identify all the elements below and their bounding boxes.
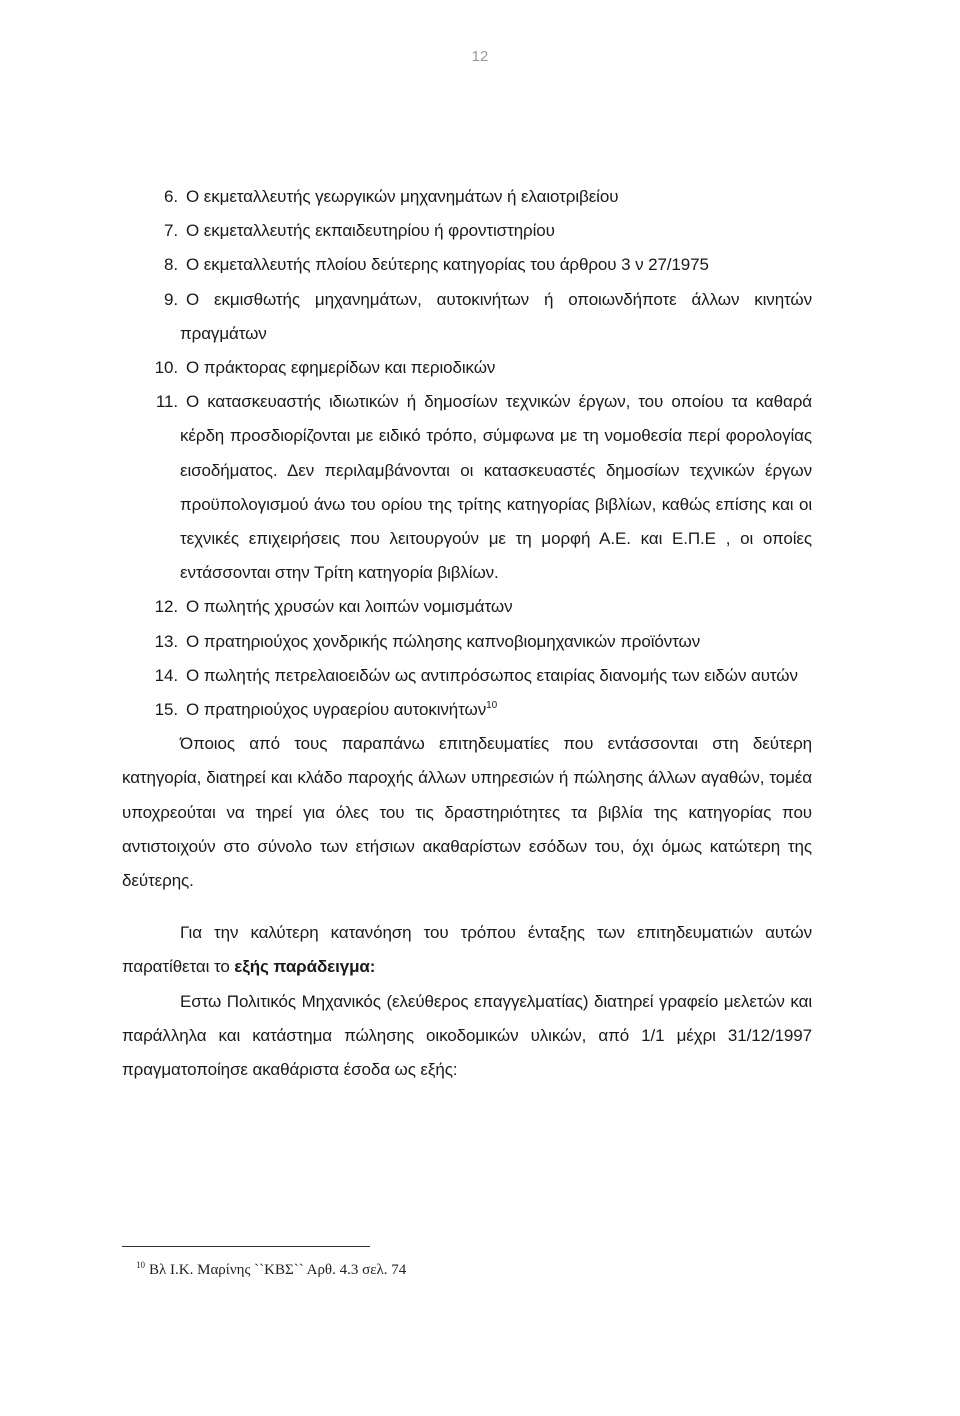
footnote: [136, 1262, 406, 1279]
document-body: [122, 180, 812, 1087]
list-item-text: Ο κατασκευαστής ιδιωτικών ή δημοσίων τεχνικών έργων, του οποίου τα καθαρά κέρδη προσδιορίζονται με ειδικό τρόπο, σύμφωνα με τη νομοθεσία περί φορολογίας εισοδήματος. Δεν περιλαμβάνονται οι κατασκευαστές δημοσίων τεχνικών έργων προϋπολογισμού άνω του ορίου της τρίτης κατηγορίας βιβλίων, καθώς επίσης και οι τεχνικές επιχειρήσεις που λειτουργούν με τη μορφή Α.Ε. και Ε.Π.Ε , οι οποίες εντάσσονται στην Τρίτη κατηγορία βιβλίων.: [180, 392, 812, 583]
list-item: [122, 351, 812, 385]
list-item: [122, 248, 812, 282]
list-item-text: Ο πρατηριούχος χονδρικής πώλησης καπνοβιομηχανικών προϊόντων: [186, 631, 701, 651]
list-item-text: Ο εκμεταλλευτής εκπαιδευτηρίου ή φροντιστηρίου: [186, 221, 555, 241]
list-item-number: 13.: [154, 631, 178, 651]
list-item: [122, 659, 812, 693]
list-item-number: 9.: [164, 289, 178, 309]
paragraph-example-intro-text: Για την καλύτερη κατανόηση του τρόπου ένταξης των επιτηδευματιών αυτών παρατίθεται το: [122, 923, 812, 977]
list-item: [122, 625, 812, 659]
list-item-number: 6.: [164, 187, 178, 206]
list-item-number: 11.: [155, 392, 178, 412]
list-item: [122, 693, 812, 727]
list-item: [122, 590, 812, 624]
list-item-number: 14.: [154, 665, 178, 685]
category-list: [122, 180, 812, 727]
footnote-reference: 10: [486, 700, 498, 712]
list-item-text: Ο πωλητής πετρελαιοειδών ως αντιπρόσωπος εταιρίας διανομής των ειδών αυτών: [186, 665, 798, 685]
footnote-marker: 10: [136, 1260, 145, 1270]
list-item-number: 15.: [154, 700, 178, 720]
footnote-text: Βλ Ι.Κ. Μαρίνης ``ΚΒΣ`` Αρθ. 4.3 σελ. 74: [149, 1262, 407, 1278]
paragraph-example: Εστω Πολιτικός Μηχανικός (ελεύθερος επαγγελματίας) διατηρεί γραφείο μελετών και παράλληλα και κατάστημα πώλησης οικοδομικών υλικών, από 1/1 μέχρι 31/12/1997 πραγματοποίησε ακαθάριστα έσοδα ως εξής:: [122, 991, 812, 1080]
list-item-number: 10.: [154, 358, 178, 378]
footnote-divider: [122, 1246, 370, 1247]
list-item-text: Ο πράκτορας εφημερίδων και περιοδικών: [186, 358, 496, 378]
list-item-text: Ο εκμεταλλευτής γεωργικών μηχανημάτων ή ελαιοτριβείου: [186, 187, 619, 206]
list-item-text: Ο πρατηριούχος υγραερίου αυτοκινήτων: [186, 700, 487, 720]
list-item-number: 8.: [164, 255, 178, 275]
list-item: [122, 385, 812, 590]
page-number: 12: [471, 48, 489, 65]
example-heading: εξής παράδειγμα:: [234, 957, 376, 977]
list-item-text: Ο εκμεταλλευτής πλοίου δεύτερης κατηγορίας του άρθρου 3 ν 27/1975: [186, 255, 709, 275]
list-item: [122, 180, 812, 214]
list-item-number: 12.: [154, 597, 178, 617]
paragraph-example-intro: [122, 916, 812, 984]
paragraph-second-category: Όποιος από τους παραπάνω επιτηδευματίες που εντάσσονται στη δεύτερη κατηγορία, διατηρεί και κλάδο παροχής άλλων υπηρεσιών ή πώλησης άλλων αγαθών, τομέα υποχρεούται να τηρεί για όλες του τις δραστηριότητες τα βιβλία της κατηγορίας που αντιστοιχούν στο σύνολο των ετήσιων ακαθαρίστων εσόδων του, όχι όμως κατώτερη της δεύτερης.: [122, 734, 812, 891]
list-item-number: 7.: [164, 221, 178, 241]
list-item: [122, 283, 812, 351]
list-item-text: Ο πωλητής χρυσών και λοιπών νομισμάτων: [186, 597, 513, 617]
list-item: [122, 214, 812, 248]
list-item-text: Ο εκμισθωτής μηχανημάτων, αυτοκινήτων ή οποιωνδήποτε άλλων κινητών πραγμάτων: [180, 289, 812, 343]
